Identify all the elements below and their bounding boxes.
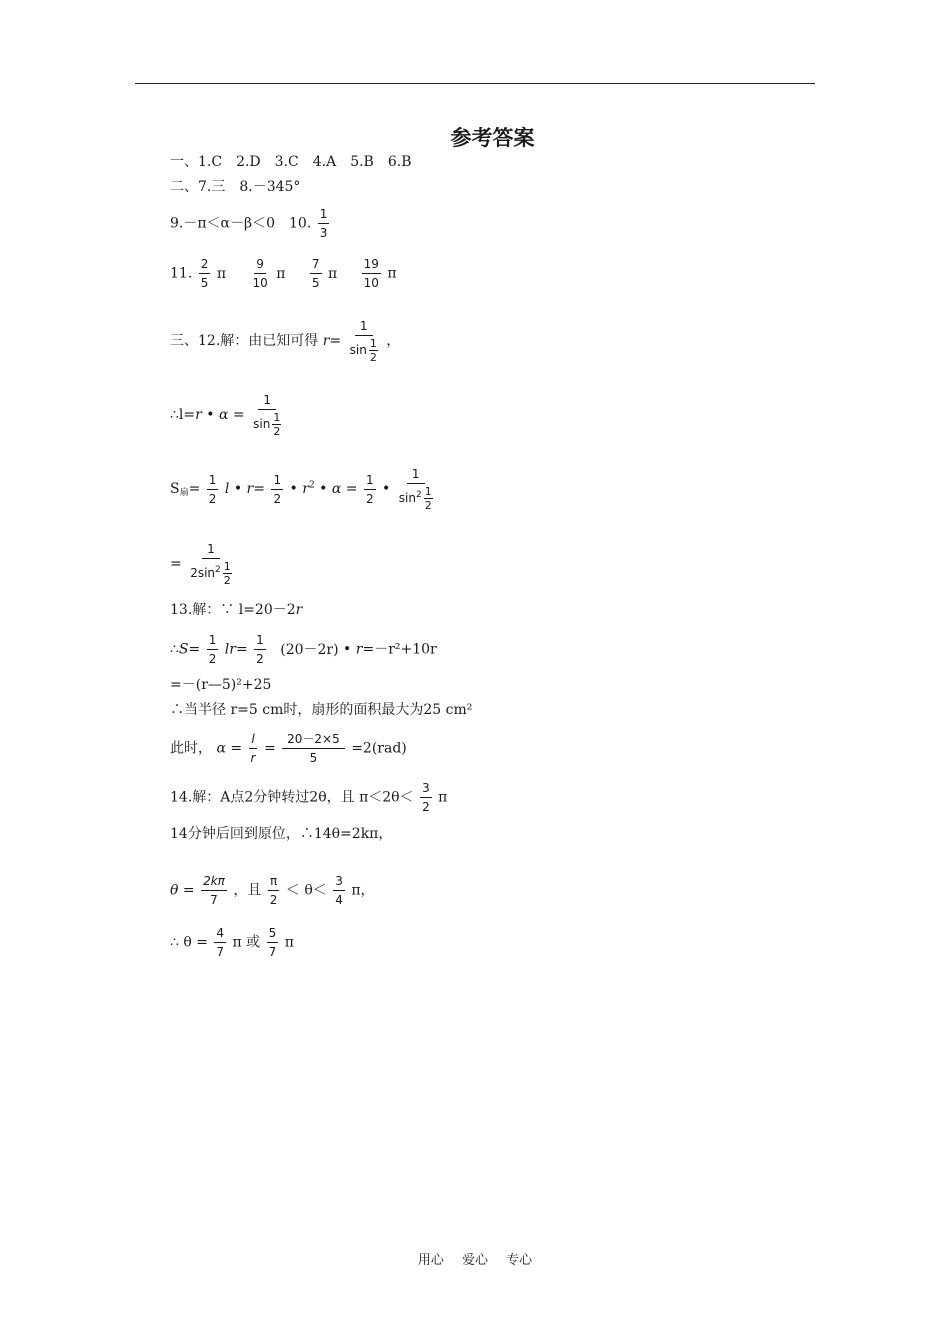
answer-13-line2: ∴S= $\frac{1}{2}$ lr= $\frac{1}{2}$ (20－2r) • r=－r²+10r bbox=[170, 633, 437, 666]
page-footer: 用心 爱心 专心 bbox=[417, 1253, 533, 1268]
answer-9-text: 9.－π＜α－β＜0 10. bbox=[170, 215, 312, 232]
answer-9-10 bbox=[170, 206, 331, 241]
header-rule bbox=[135, 83, 815, 84]
answer-11: 11. $\frac{2}{5}$ π $\frac{9}{10}$ π $\frac{7}{5}$ π $\frac{19}{10}$ π bbox=[170, 257, 397, 290]
denominator: 3 bbox=[319, 226, 328, 240]
answer-14-line1: 14.解：A点2分钟转过2θ，且 π＜2θ＜ $\frac{3}{2}$ π bbox=[170, 781, 448, 814]
answer-13-line1: 13.解：∵ l=20－2r bbox=[170, 602, 303, 618]
fraction-1-over-sin-half: 1 sin $\frac{1}{2}$ bbox=[349, 319, 377, 364]
answer-12-line4: = 1 $2\sin^2$ $\frac{1}{2}$ bbox=[170, 541, 236, 587]
answer-12-line2: ∴l=r • α = 1 sin $\frac{1}{2}$ bbox=[170, 392, 285, 438]
answer-13-line4: ∴当半径 r=5 cm时，扇形的面积最大为25 cm² bbox=[170, 702, 473, 718]
answer-11-label: 11. bbox=[170, 265, 193, 282]
answer-14-line3: θ = $\frac{2k\pi}{7}$ ，且 $\frac{\pi}{2}$ ＜ θ＜ $\frac{3}{4}$ π， bbox=[170, 874, 375, 907]
answer-13-line3: =－(r—5)²+25 bbox=[170, 677, 272, 693]
fraction-1-over-2sin2-half: 1 $2\sin^2$ $\frac{1}{2}$ bbox=[190, 542, 231, 587]
answer-13-line5: 此时， α = $\frac{l}{r}$ = $\frac{20-2\times 5}{5}$ =2(rad) bbox=[170, 732, 407, 765]
fraction-9-10: $\frac{9}{10}$ bbox=[252, 257, 268, 290]
fraction-1-over-sin2-half: 1 $\sin^2$ $\frac{1}{2}$ bbox=[398, 467, 432, 512]
fraction-7-5: $\frac{7}{5}$ bbox=[311, 257, 320, 290]
answer-12-line1: 三、12.解：由已知可得 r= 1 sin $\frac{1}{2}$ ， bbox=[170, 319, 401, 364]
fraction-1-over-sin-half: 1 sin $\frac{1}{2}$ bbox=[253, 393, 281, 438]
answer-14-line2: 14分钟后回到原位，∴14θ=2kπ， bbox=[170, 826, 393, 842]
fraction-2-5: $\frac{2}{5}$ bbox=[200, 257, 209, 290]
fraction-19-10: $\frac{19}{10}$ bbox=[363, 257, 379, 290]
answer-12-line3: $S_扇=$ $\frac{1}{2}$ l • r= $\frac{1}{2}$ • $r^2$ • α = $\frac{1}{2}$ • 1 $\sin^2$ $\frac{1}{2}$ bbox=[170, 466, 437, 512]
answer-section-2: 二、7.三 8.－345° bbox=[170, 179, 301, 195]
page-title: 参考答案 bbox=[450, 126, 535, 150]
answer-14-line4: ∴ θ = $\frac{4}{7}$ π 或 $\frac{5}{7}$ π bbox=[170, 926, 294, 959]
numerator: 1 bbox=[318, 206, 330, 224]
fraction-1-3 bbox=[318, 206, 330, 241]
answer-section-1: 一、1.C 2.D 3.C 4.A 5.B 6.B bbox=[170, 154, 412, 170]
